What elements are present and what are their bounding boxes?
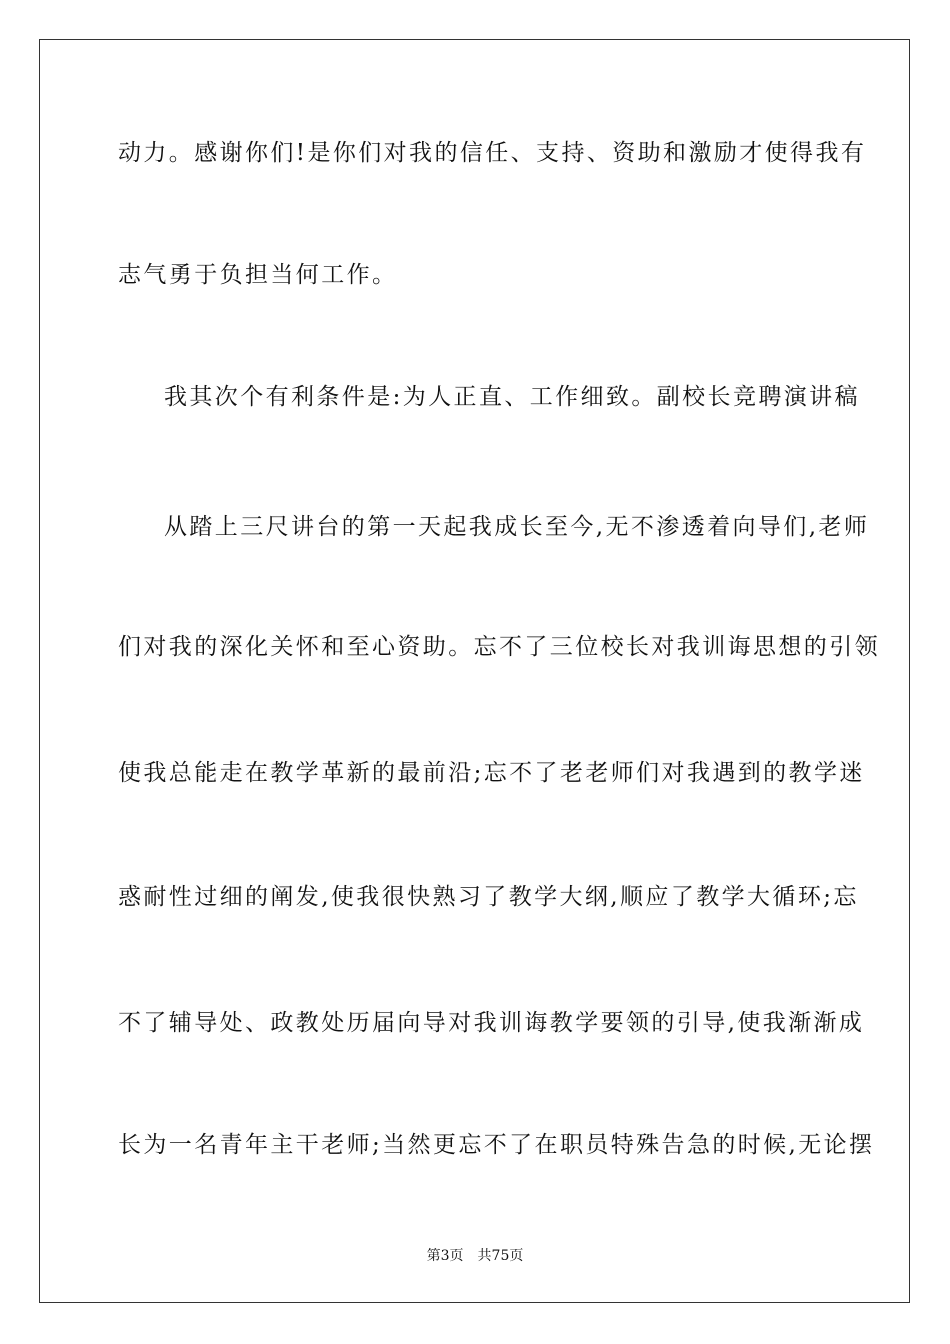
body-text-line: 不了辅导处、政教处历届向导对我训诲教学要领的引导,使我渐渐成 (118, 1010, 865, 1036)
body-text-line: 们对我的深化关怀和至心资助。忘不了三位校长对我训诲思想的引领 (118, 634, 880, 660)
page-footer (0, 1247, 950, 1265)
body-text-line: 志气勇于负担当何工作。 (118, 262, 398, 288)
page-frame (39, 39, 910, 1303)
paragraph-start-line: 我其次个有利条件是:为人正直、工作细致。副校长竞聘演讲稿 (164, 384, 860, 410)
body-text-line: 惑耐性过细的阐发,使我很快熟习了教学大纲,顺应了教学大循环;忘 (118, 884, 859, 910)
body-text-line: 使我总能走在教学革新的最前沿;忘不了老老师们对我遇到的教学迷 (118, 760, 865, 786)
page-number: 第3页 (426, 1248, 464, 1264)
paragraph-start-line: 从踏上三尺讲台的第一天起我成长至今,无不渗透着向导们,老师 (164, 514, 870, 540)
body-text-line: 长为一名青年主干老师;当然更忘不了在职员特殊告急的时候,无论摆 (118, 1132, 875, 1158)
page-total: 共75页 (477, 1248, 524, 1264)
body-text-line: 动力。感谢你们!是你们对我的信任、支持、资助和激励才使得我有 (118, 140, 867, 166)
